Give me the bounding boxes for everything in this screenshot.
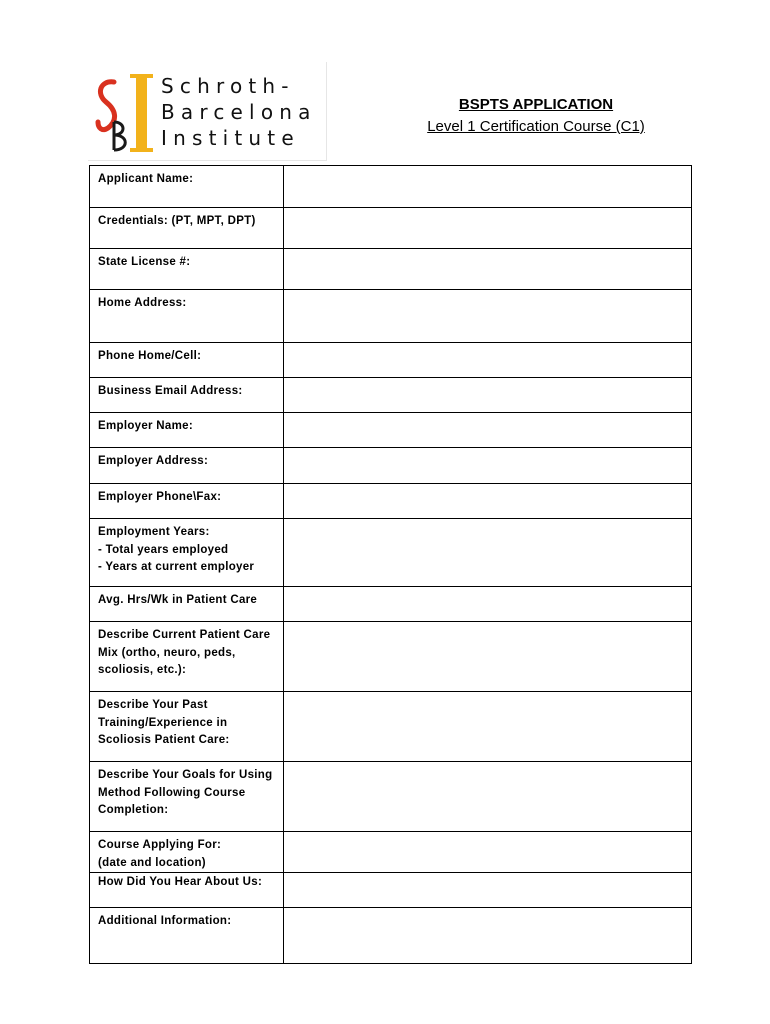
document-title: BSPTS APPLICATION	[458, 96, 614, 113]
form-row-employer-address	[90, 448, 692, 484]
form-row-home-address	[90, 290, 692, 343]
field-input-business-email[interactable]	[284, 378, 692, 413]
field-label-phone: Phone Home/Cell:	[98, 350, 202, 362]
field-label-employer-name: Employer Name:	[98, 420, 193, 432]
field-label-goals: Describe Your Goals for Using Method Following Course Completion:	[98, 769, 273, 816]
application-form-table	[89, 165, 692, 964]
field-input-employment-years[interactable]	[284, 519, 692, 587]
field-input-goals[interactable]	[284, 762, 692, 832]
form-row-applicant-name	[90, 166, 692, 208]
field-input-past-training[interactable]	[284, 692, 692, 762]
form-row-course-applying	[90, 832, 692, 873]
field-label-employment-years: Employment Years: - Total years employed - Years at current employer	[98, 526, 255, 573]
form-row-additional-info	[90, 908, 692, 964]
field-input-phone[interactable]	[284, 343, 692, 378]
field-input-employer-address[interactable]	[284, 448, 692, 484]
form-row-patient-care-mix	[90, 622, 692, 692]
sbi-monogram-icon	[92, 72, 162, 156]
field-label-home-address: Home Address:	[98, 297, 187, 309]
form-row-avg-hours	[90, 587, 692, 622]
form-row-employer-phone-fax	[90, 484, 692, 519]
field-label-credentials: Credentials: (PT, MPT, DPT)	[98, 215, 256, 227]
form-row-goals	[90, 762, 692, 832]
field-input-applicant-name[interactable]	[284, 166, 692, 208]
field-label-state-license: State License #:	[98, 256, 191, 268]
institute-logo	[88, 62, 327, 161]
form-row-state-license	[90, 249, 692, 290]
logo-text-line-1: Schroth-	[161, 74, 295, 98]
form-row-phone	[90, 343, 692, 378]
form-row-past-training	[90, 692, 692, 762]
form-row-how-heard	[90, 873, 692, 908]
field-input-state-license[interactable]	[284, 249, 692, 290]
form-row-employer-name	[90, 413, 692, 448]
field-input-course-applying[interactable]	[284, 832, 692, 873]
field-input-additional-info[interactable]	[284, 908, 692, 964]
logo-text-line-2: Barcelona	[161, 100, 317, 124]
field-input-how-heard[interactable]	[284, 873, 692, 908]
field-input-home-address[interactable]	[284, 290, 692, 343]
logo-text-line-3: Institute	[161, 126, 300, 150]
field-label-how-heard: How Did You Hear About Us:	[98, 876, 263, 888]
field-label-course-applying: Course Applying For: (date and location)	[98, 839, 222, 869]
field-input-avg-hours[interactable]	[284, 587, 692, 622]
field-input-patient-care-mix[interactable]	[284, 622, 692, 692]
field-label-business-email: Business Email Address:	[98, 385, 243, 397]
field-label-employer-phone-fax: Employer Phone\Fax:	[98, 491, 222, 503]
field-label-past-training: Describe Your Past Training/Experience in Scoliosis Patient Care:	[98, 699, 230, 746]
field-label-applicant-name: Applicant Name:	[98, 173, 194, 185]
field-input-credentials[interactable]	[284, 208, 692, 249]
field-label-patient-care-mix: Describe Current Patient Care Mix (ortho, neuro, peds, scoliosis, etc.):	[98, 629, 271, 676]
document-subtitle: Level 1 Certification Course (C1)	[427, 118, 645, 135]
field-label-avg-hours: Avg. Hrs/Wk in Patient Care	[98, 594, 258, 606]
form-row-business-email	[90, 378, 692, 413]
field-input-employer-name[interactable]	[284, 413, 692, 448]
field-label-employer-address: Employer Address:	[98, 455, 209, 467]
field-input-employer-phone-fax[interactable]	[284, 484, 692, 519]
field-label-additional-info: Additional Information:	[98, 915, 232, 927]
form-row-employment-years	[90, 519, 692, 587]
form-row-credentials	[90, 208, 692, 249]
